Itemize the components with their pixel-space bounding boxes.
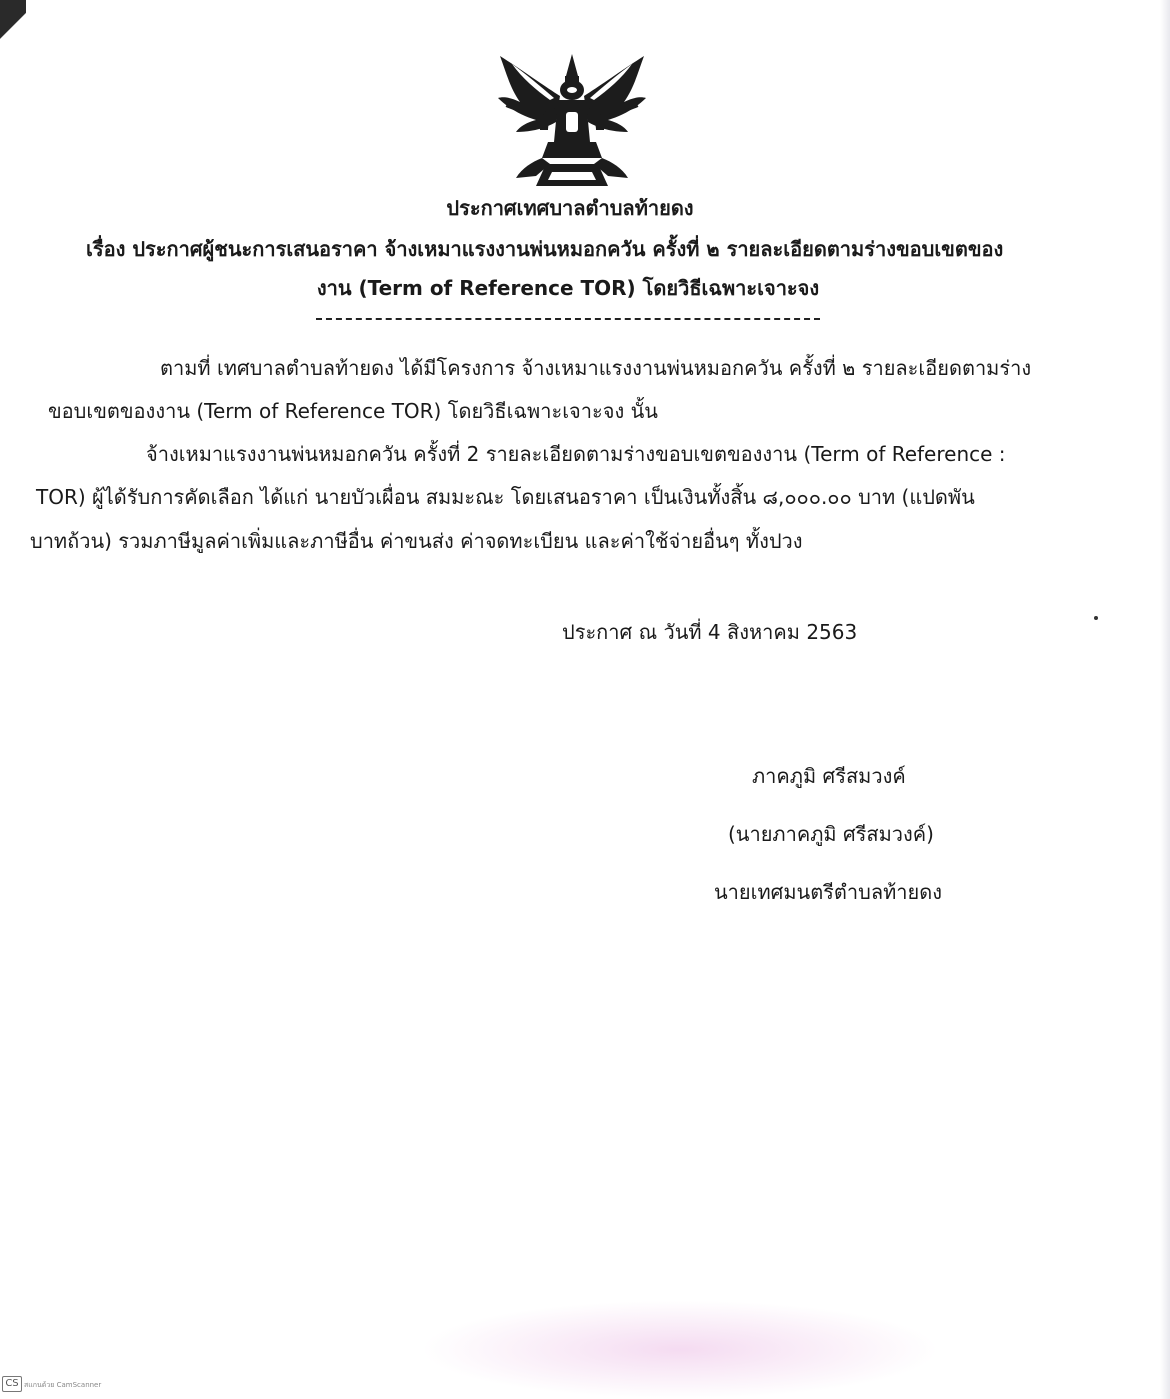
garuda-emblem-icon (492, 46, 652, 192)
subject-line-2: งาน (Term of Reference TOR) โดยวิธีเฉพาะเจาะจง (316, 276, 820, 300)
camscanner-logo-icon: CS (2, 1376, 22, 1392)
signature-name: ภาคภูมิ ศรีสมวงค์ (752, 764, 906, 788)
paragraph-2-line-1: จ้างเหมาแรงงานพ่นหมอกควัน ครั้งที่ 2 รายละเอียดตามร่างขอบเขตของงาน (Term of Reference : (146, 442, 1006, 466)
printed-name: (นายภาคภูมิ ศรีสมวงค์) (728, 822, 934, 846)
paragraph-1-line-1: ตามที่ เทศบาลตำบลท้ายดง ได้มีโครงการ จ้างเหมาแรงงานพ่นหมอกควัน ครั้งที่ ๒ รายละเอียดตามร่าง (160, 356, 1032, 380)
paragraph-1-line-2: ขอบเขตของงาน (Term of Reference TOR) โดยวิธีเฉพาะเจาะจง นั้น (48, 399, 658, 423)
announcement-org-title: ประกาศเทศบาลตำบลท้ายดง (446, 196, 694, 220)
camscanner-watermark: สแกนด้วย CamScanner (24, 1381, 102, 1389)
signer-position: นายเทศมนตรีตำบลท้ายดง (714, 880, 942, 904)
scan-speck (1094, 616, 1098, 620)
paragraph-2-line-2: TOR) ผู้ได้รับการคัดเลือก ได้แก่ นายบัวเผื่อน สมมะณะ โดยเสนอราคา เป็นเงินทั้งสิ้น ๘,๐๐๐.๐๐ บาท (แปดพัน (36, 485, 975, 509)
scan-color-tint (420, 1300, 940, 1399)
page-corner-shadow (0, 0, 26, 70)
announce-date: ประกาศ ณ วันที่ 4 สิงหาคม 2563 (562, 620, 858, 644)
paragraph-2-line-3: บาทถ้วน) รวมภาษีมูลค่าเพิ่มและภาษีอื่น ค่าขนส่ง ค่าจดทะเบียน และค่าใช้จ่ายอื่นๆ ทั้งปวง (30, 529, 803, 553)
page-edge-shadow (1160, 0, 1170, 1399)
separator-line (316, 318, 820, 320)
subject-line-1: เรื่อง ประกาศผู้ชนะการเสนอราคา จ้างเหมาแรงงานพ่นหมอกควัน ครั้งที่ ๒ รายละเอียดตามร่างขอบเขตของ (86, 237, 1004, 261)
